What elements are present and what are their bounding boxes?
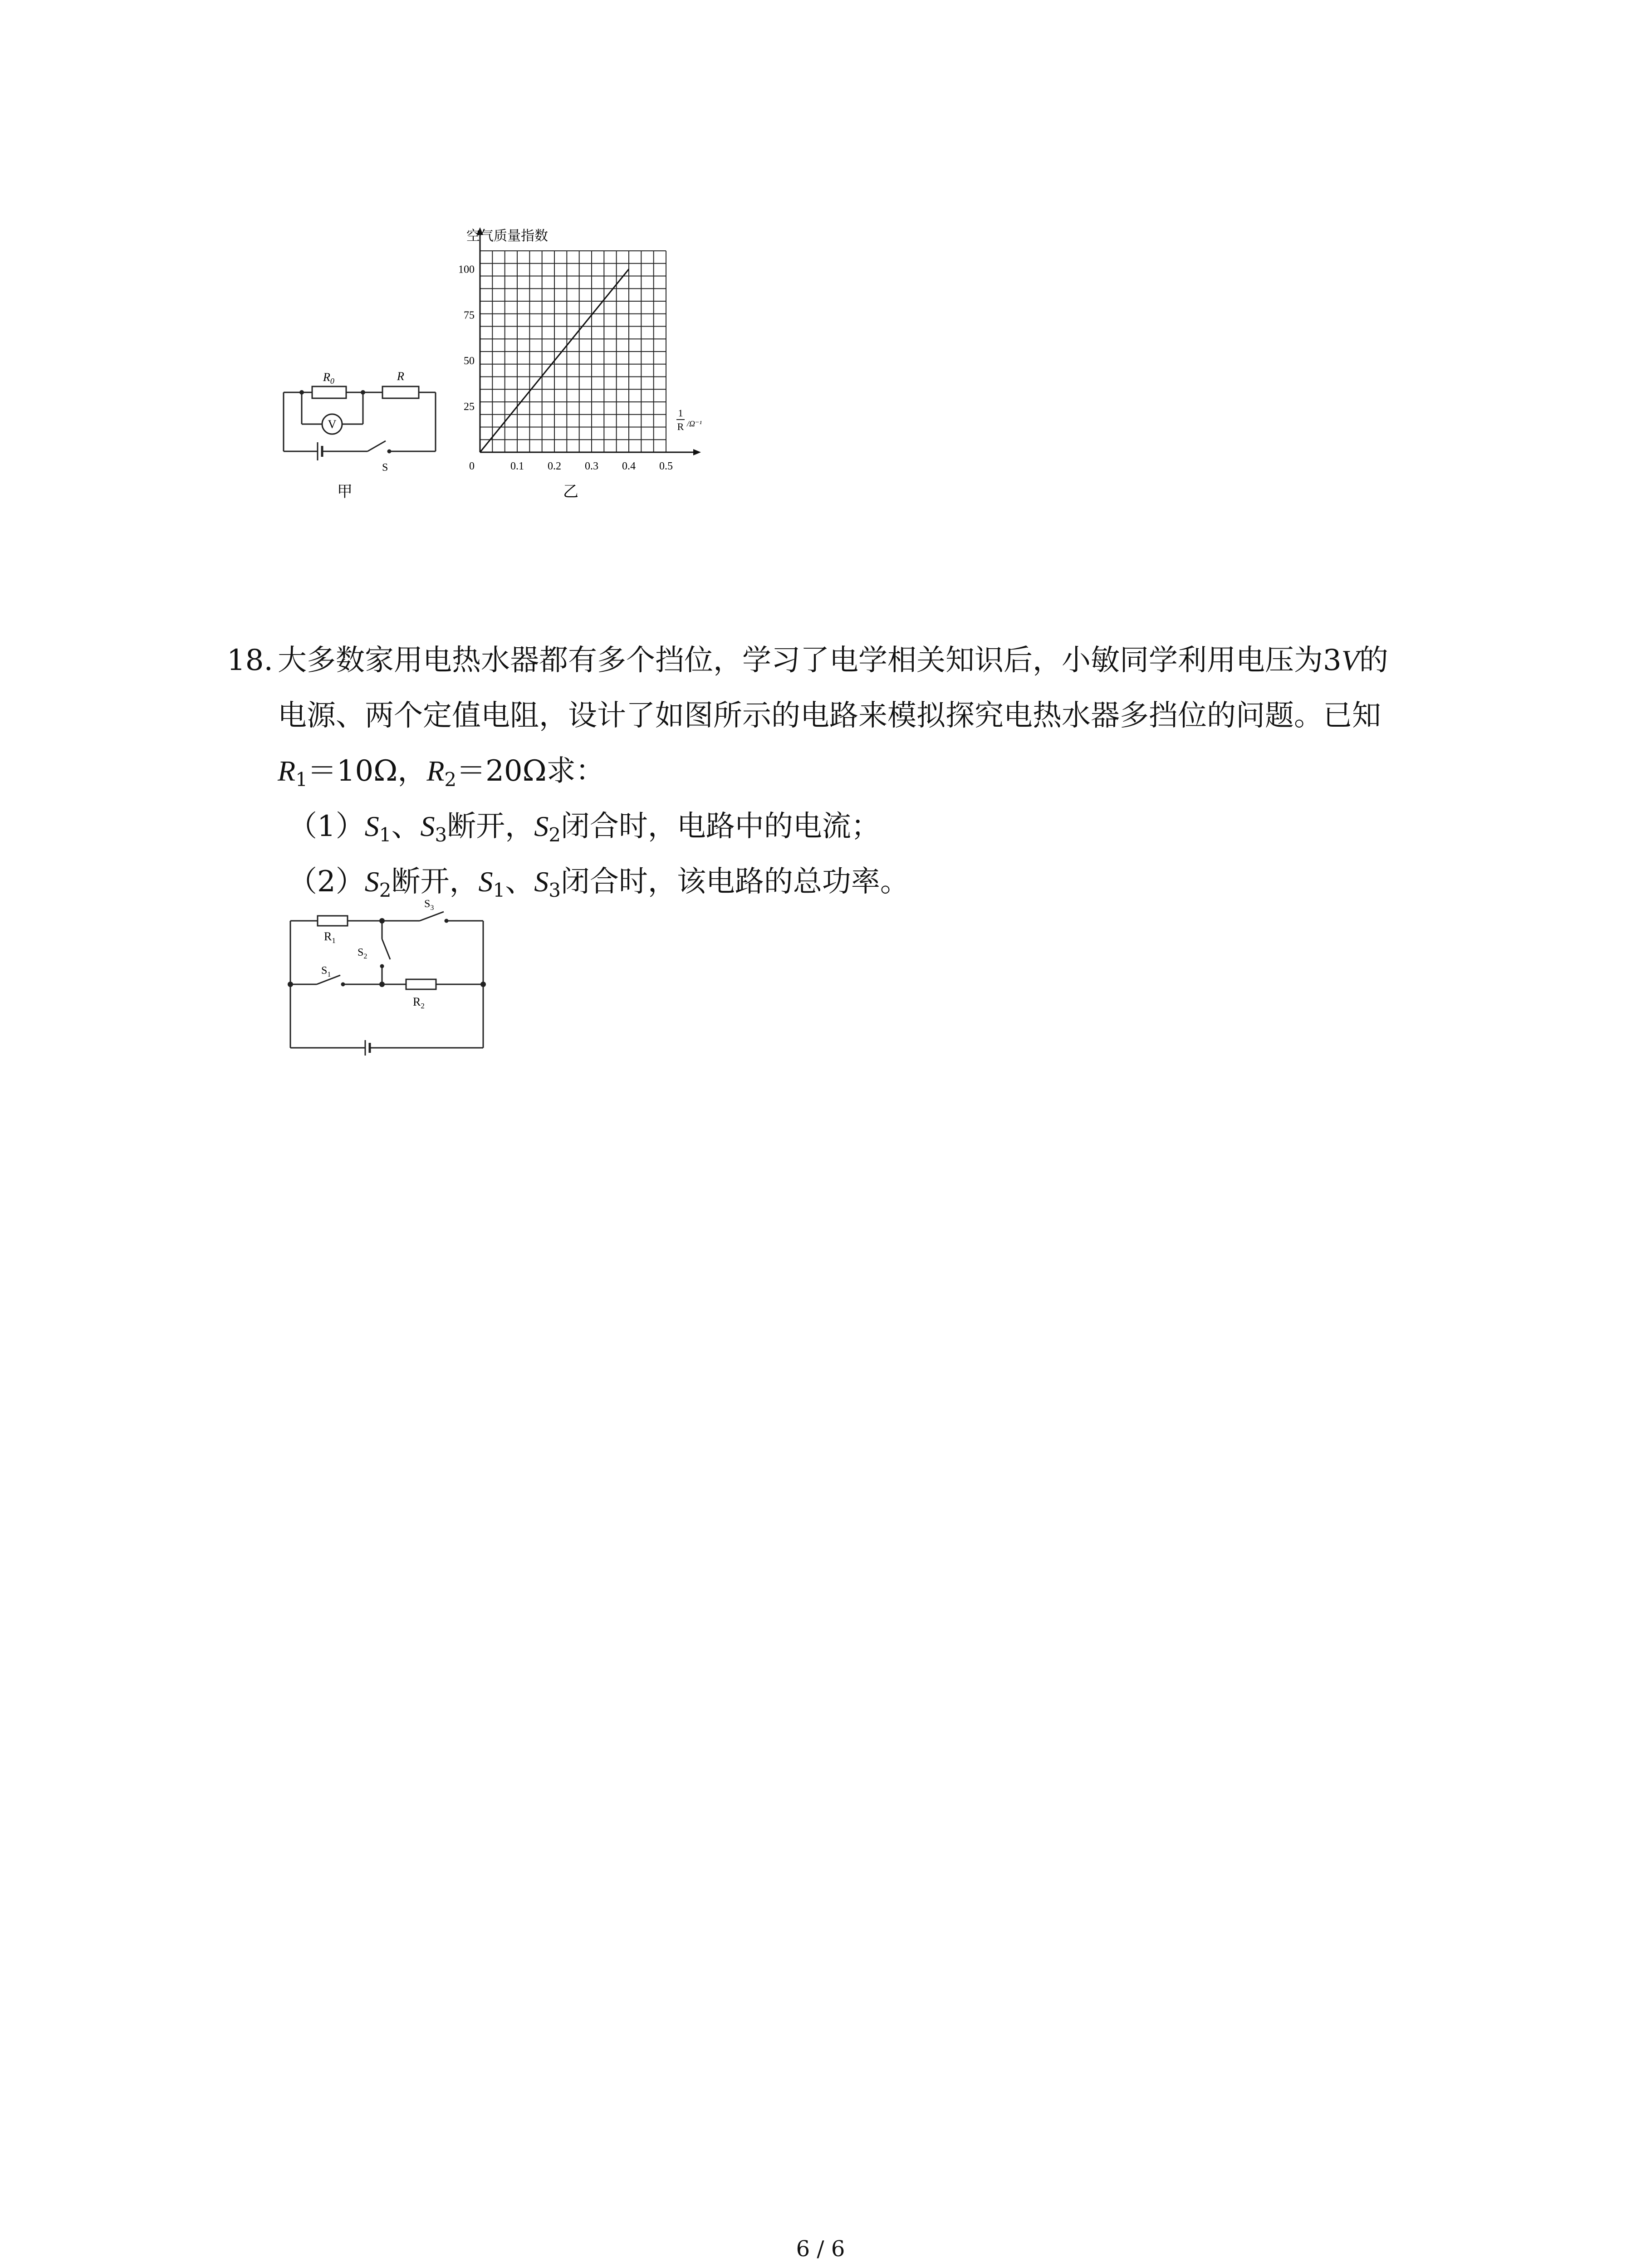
subscript: 3 (549, 879, 561, 901)
label-r: R (397, 370, 404, 383)
question-number: 18. (227, 644, 273, 677)
unit-v: V (1341, 644, 1359, 676)
r2-value: ＝20Ω求： (456, 754, 605, 788)
switch-s (367, 441, 386, 451)
resistor-r0 (312, 386, 346, 398)
x-tick-label: 0.1 (510, 460, 524, 472)
caption-yi: 乙 (563, 483, 578, 501)
x-axis-label-unit: /Ω⁻¹ (687, 419, 702, 428)
symbol-s1: S (478, 865, 493, 898)
part-text: 闭合时，该电路的总功率。 (560, 865, 909, 899)
subscript: 1 (379, 824, 392, 846)
resistor-r2 (406, 979, 436, 989)
symbol-s1: S (364, 810, 379, 842)
label-s3: $S_3$ (424, 898, 434, 912)
question-line-2 (227, 688, 1452, 743)
subscript: 2 (379, 879, 392, 901)
question-part-1 (227, 799, 1452, 854)
label-r1: $R_1$ (324, 930, 336, 945)
part-text: 断开， (447, 810, 534, 843)
y-axis-label: 空气质量指数 (466, 228, 548, 244)
question-text: 电源、两个定值电阻，设计了如图所示的电路来模拟探究电热水器多挡位的问题。已知 (278, 699, 1381, 733)
label-switch-s: S (382, 462, 388, 474)
symbol-s2: S (364, 865, 379, 898)
symbol-s3: S (534, 865, 549, 898)
x-tick-label: 0.2 (548, 460, 561, 472)
y-tick-label: 50 (464, 355, 475, 367)
x-tick-label: 0.5 (659, 460, 673, 472)
subscript: 1 (295, 768, 308, 791)
x-axis-label-numerator: 1 (678, 407, 683, 419)
part-text: 断开， (391, 865, 479, 899)
subscript: 1 (493, 879, 505, 901)
page-number: 6 / 6 (796, 2236, 845, 2262)
label-r2: $R_2$ (413, 995, 425, 1010)
x-tick-label: 0.4 (622, 460, 636, 472)
separator: 、 (391, 810, 421, 843)
subscript: 3 (435, 824, 447, 846)
circuit-jia (284, 386, 436, 460)
y-tick-label: 25 (464, 401, 475, 413)
part-prefix: （1） (288, 810, 365, 843)
x-axis-arrow (693, 449, 701, 455)
y-tick-label: 100 (458, 264, 475, 276)
switch-s3 (420, 912, 444, 921)
label-s2: $S_2$ (358, 947, 367, 960)
separator: 、 (505, 865, 534, 899)
symbol-r1: R (278, 755, 296, 787)
figure-bottom-circuit (277, 887, 513, 1059)
symbol-s3: S (420, 810, 435, 842)
part-prefix: （2） (288, 865, 365, 899)
label-s1: $S_1$ (321, 965, 331, 978)
subscript: 2 (444, 768, 457, 791)
subscript: 2 (549, 824, 561, 846)
question-text: 大多数家用电热水器都有多个挡位，学习了电学相关知识后，小敏同学利用电压为3 (278, 644, 1342, 677)
question-18 (227, 633, 1452, 909)
figure-top (263, 213, 762, 513)
y-tick-label: 75 (464, 309, 475, 322)
r1-value: ＝10Ω， (307, 754, 427, 788)
label-r0: $R_0$ (323, 371, 334, 386)
question-line-3 (227, 743, 1452, 799)
label-voltmeter: V (328, 418, 337, 431)
graph-yi (458, 227, 701, 472)
resistor-r (382, 386, 419, 398)
x-tick-label: 0.3 (585, 460, 598, 472)
x-axis-label-denominator: R (677, 421, 684, 432)
symbol-r2: R (426, 755, 445, 787)
switch-s2 (382, 939, 390, 959)
caption-jia: 甲 (337, 483, 353, 501)
question-text: 的 (1359, 644, 1388, 677)
symbol-s2: S (534, 810, 549, 842)
question-line-1 (227, 633, 1452, 688)
part-text: 闭合时，电路中的电流； (560, 810, 880, 843)
x-tick-label: 0 (469, 460, 475, 472)
resistor-r1 (318, 916, 348, 926)
